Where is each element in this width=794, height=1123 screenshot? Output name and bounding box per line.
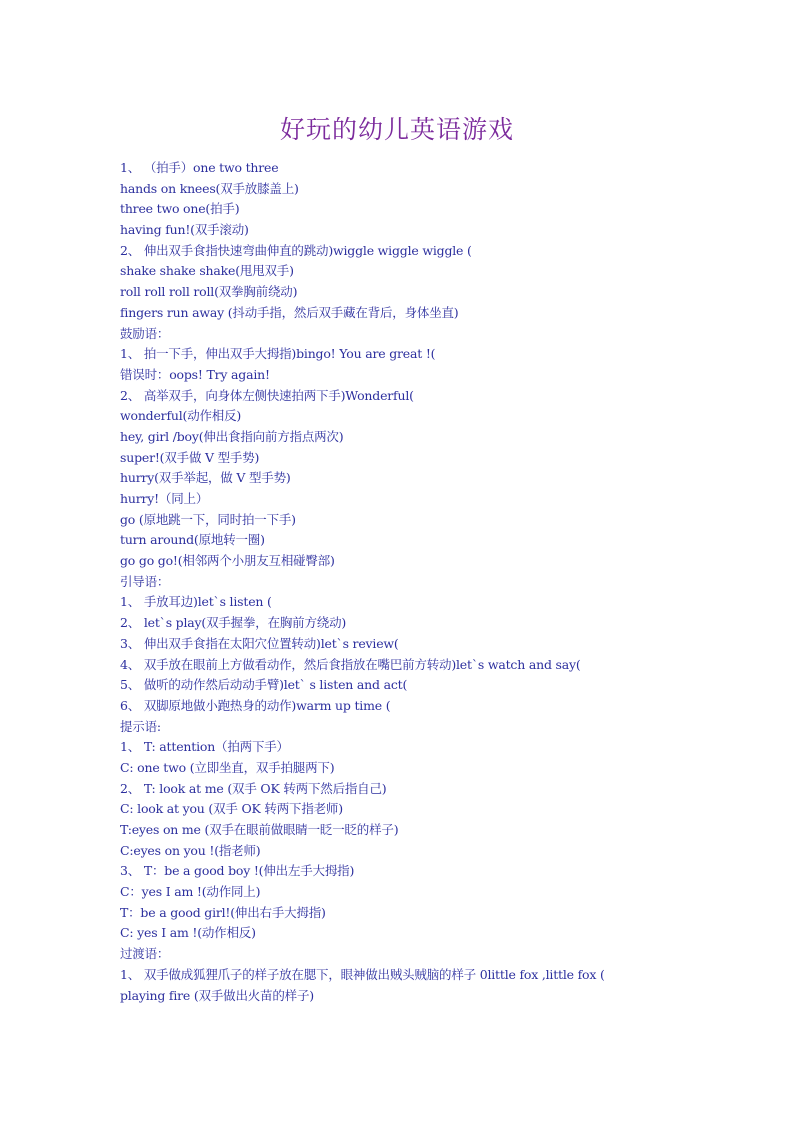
- text-line: C: yes I am !(动作相反): [120, 925, 256, 941]
- text-line: 6、 双脚原地做小跑热身的动作)warm up time (: [120, 697, 391, 713]
- text-line: having fun!(双手滚动): [120, 222, 249, 238]
- section-heading: 过渡语：: [120, 946, 170, 962]
- text-line: C: look at you (双手 OK 转两下指老师): [120, 801, 343, 817]
- text-line: T:eyes on me (双手在眼前做眼睛一眨一眨的样子): [120, 822, 399, 837]
- text-line: go (原地跳一下，同时拍一下手): [120, 511, 296, 527]
- text-line: 2、 高举双手，向身体左侧快速拍两下手)Wonderful(: [120, 387, 414, 403]
- text-line: 3、 伸出双手食指在太阳穴位置转动)let`s review(: [120, 635, 399, 651]
- text-line: 2、 T: look at me (双手 OK 转两下然后指自己): [120, 780, 387, 796]
- text-body: [120, 158, 780, 1006]
- text-line: super!(双手做 V 型手势): [120, 449, 260, 465]
- text-line: 2、 let`s play(双手握拳，在胸前方绕动): [120, 615, 347, 631]
- text-line: C: one two (立即坐直，双手拍腿两下): [120, 759, 335, 775]
- text-line: hands on knees(双手放膝盖上): [120, 180, 299, 196]
- text-line: 1、 T: attention（拍两下手）: [120, 739, 289, 755]
- text-line: three two one(拍手): [120, 201, 240, 217]
- section-heading: 引导语：: [120, 573, 170, 589]
- text-line: roll roll roll roll(双拳胸前绕动): [120, 284, 298, 300]
- text-line: 3、 T：be a good boy !(伸出左手大拇指): [120, 863, 355, 879]
- text-line: turn around(原地转一圈): [120, 532, 265, 548]
- text-line: 4、 双手放在眼前上方做看动作，然后食指放在嘴巴前方转动)let`s watch and say(: [120, 656, 581, 672]
- page-title: 好玩的幼儿英语游戏: [279, 115, 514, 144]
- text-line: 1、 拍一下手，伸出双手大拇指)bingo! You are great !(: [120, 346, 436, 362]
- text-line: C:eyes on you !(指老师): [120, 842, 261, 858]
- text-line: fingers run away (抖动手指，然后双手藏在背后，身体坐直): [120, 304, 459, 320]
- text-line: hurry(双手举起，做 V 型手势): [120, 470, 291, 486]
- text-line: shake shake shake(甩甩双手): [120, 263, 294, 279]
- section-heading: 鼓励语：: [120, 325, 170, 341]
- text-line: 5、 做听的动作然后动动手臂)let` s listen and act(: [120, 677, 408, 693]
- text-line: 错误时：oops! Try again!: [120, 366, 270, 382]
- text-line: 1、 双手做成狐狸爪子的样子放在腮下，眼神做出贼头贼脑的样子 0little fox ,little fox (: [120, 966, 605, 982]
- text-line: go go go!(相邻两个小朋友互相碰臀部): [120, 553, 335, 569]
- text-line: hurry!（同上）: [120, 491, 209, 506]
- text-line: C：yes I am !(动作同上): [120, 884, 261, 900]
- text-line: 2、 伸出双手食指快速弯曲伸直的跳动)wiggle wiggle wiggle (: [120, 242, 472, 258]
- text-line: 1、 手放耳边)let`s listen (: [120, 594, 272, 610]
- text-line: wonderful(动作相反): [120, 408, 242, 424]
- text-line: playing fire (双手做出火苗的样子): [120, 987, 314, 1003]
- text-line: hey, girl /boy(伸出食指向前方指点两次): [120, 428, 344, 444]
- text-line: T：be a good girl!(伸出右手大拇指): [120, 904, 326, 920]
- text-line: 1、 （拍手）one two three: [120, 160, 279, 175]
- section-heading: 提示语:: [120, 718, 161, 734]
